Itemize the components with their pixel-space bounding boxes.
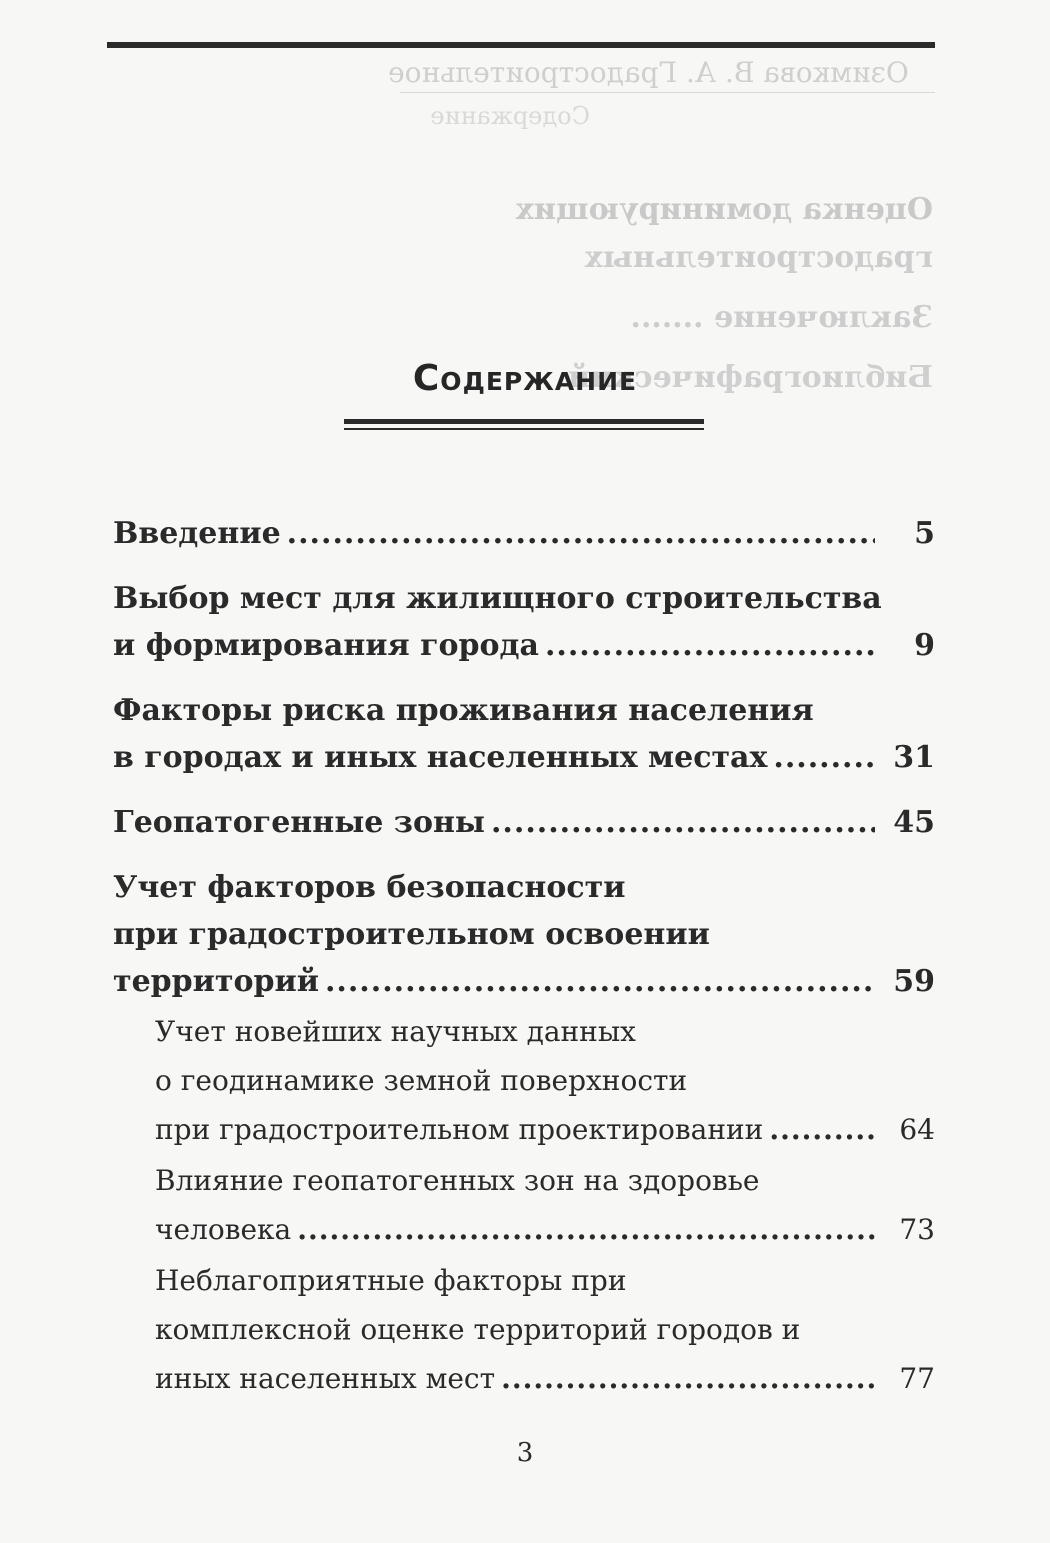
title-rule bbox=[344, 428, 704, 430]
dot-leader bbox=[297, 1205, 875, 1254]
toc-page-number: 5 bbox=[914, 516, 935, 551]
toc-entry-title: Влияние геопатогенных зон на здоровье bbox=[155, 1164, 760, 1197]
toc-entry-title: Учет факторов безопасности bbox=[113, 870, 626, 905]
toc-entry[interactable] bbox=[113, 799, 935, 846]
dot-leader bbox=[769, 1105, 875, 1154]
table-of-contents bbox=[113, 510, 935, 1403]
toc-entry[interactable] bbox=[113, 575, 935, 669]
bleed-through-line: градостроительных bbox=[584, 240, 933, 275]
toc-entry-title: Неблагоприятные факторы при bbox=[155, 1264, 627, 1297]
bleed-through-header: Озимкова В. А. Градостроительное bbox=[388, 56, 909, 89]
toc-entry-title: и формирования города bbox=[113, 628, 539, 663]
toc-page-number: 59 bbox=[893, 964, 935, 999]
toc-entry-title: при градостроительном освоении bbox=[113, 917, 710, 952]
toc-entry-title: при градостроительном проектировании bbox=[155, 1113, 764, 1146]
toc-entry-title: в городах и иных населенных местах bbox=[113, 740, 768, 775]
toc-entry[interactable] bbox=[113, 510, 935, 557]
toc-entry-title: Учет новейших научных данных bbox=[155, 1015, 636, 1048]
toc-page-number: 31 bbox=[893, 740, 935, 775]
dot-leader bbox=[287, 510, 875, 557]
bleed-through-rule bbox=[400, 92, 935, 93]
header-rule bbox=[107, 42, 935, 48]
toc-entry[interactable] bbox=[113, 1007, 935, 1154]
toc-entry-title: Введение bbox=[113, 516, 281, 551]
toc-entry-title: о геодинамике земной поверхности bbox=[155, 1064, 688, 1097]
bleed-through-subheader: Содержание bbox=[430, 102, 590, 130]
bleed-through-line: Оценка доминирующих bbox=[516, 192, 933, 227]
toc-page-number: 45 bbox=[893, 805, 935, 840]
toc-page-number: 77 bbox=[899, 1362, 935, 1395]
toc-entry-title: Выбор мест для жилищного строительства bbox=[113, 581, 882, 616]
toc-entry-title: комплексной оценке территорий городов и bbox=[155, 1313, 801, 1346]
dot-leader bbox=[773, 734, 875, 781]
dot-leader bbox=[501, 1354, 875, 1403]
page-title: Содержание bbox=[412, 358, 638, 399]
toc-entry-title: Факторы риска проживания населения bbox=[113, 693, 814, 728]
title-rule bbox=[344, 419, 704, 424]
dot-leader bbox=[325, 958, 875, 1005]
toc-entry[interactable] bbox=[113, 1156, 935, 1254]
dot-leader bbox=[491, 799, 875, 846]
toc-entry-title: человека bbox=[155, 1213, 292, 1246]
toc-entry[interactable] bbox=[113, 1256, 935, 1403]
toc-entry-title: территорий bbox=[113, 964, 319, 999]
bleed-through-line: Заключение ....... bbox=[630, 300, 933, 335]
toc-entry-title: Геопатогенные зоны bbox=[113, 805, 485, 840]
bleed-through-line: Библиографический bbox=[568, 360, 933, 395]
page-number: 3 bbox=[516, 1438, 534, 1468]
toc-entry-title: иных населенных мест bbox=[155, 1362, 496, 1395]
toc-page-number: 64 bbox=[899, 1113, 935, 1146]
toc-entry[interactable] bbox=[113, 864, 935, 1005]
toc-entry[interactable] bbox=[113, 687, 935, 781]
dot-leader bbox=[545, 622, 875, 669]
toc-page-number: 9 bbox=[914, 628, 935, 663]
toc-page-number: 73 bbox=[899, 1213, 935, 1246]
